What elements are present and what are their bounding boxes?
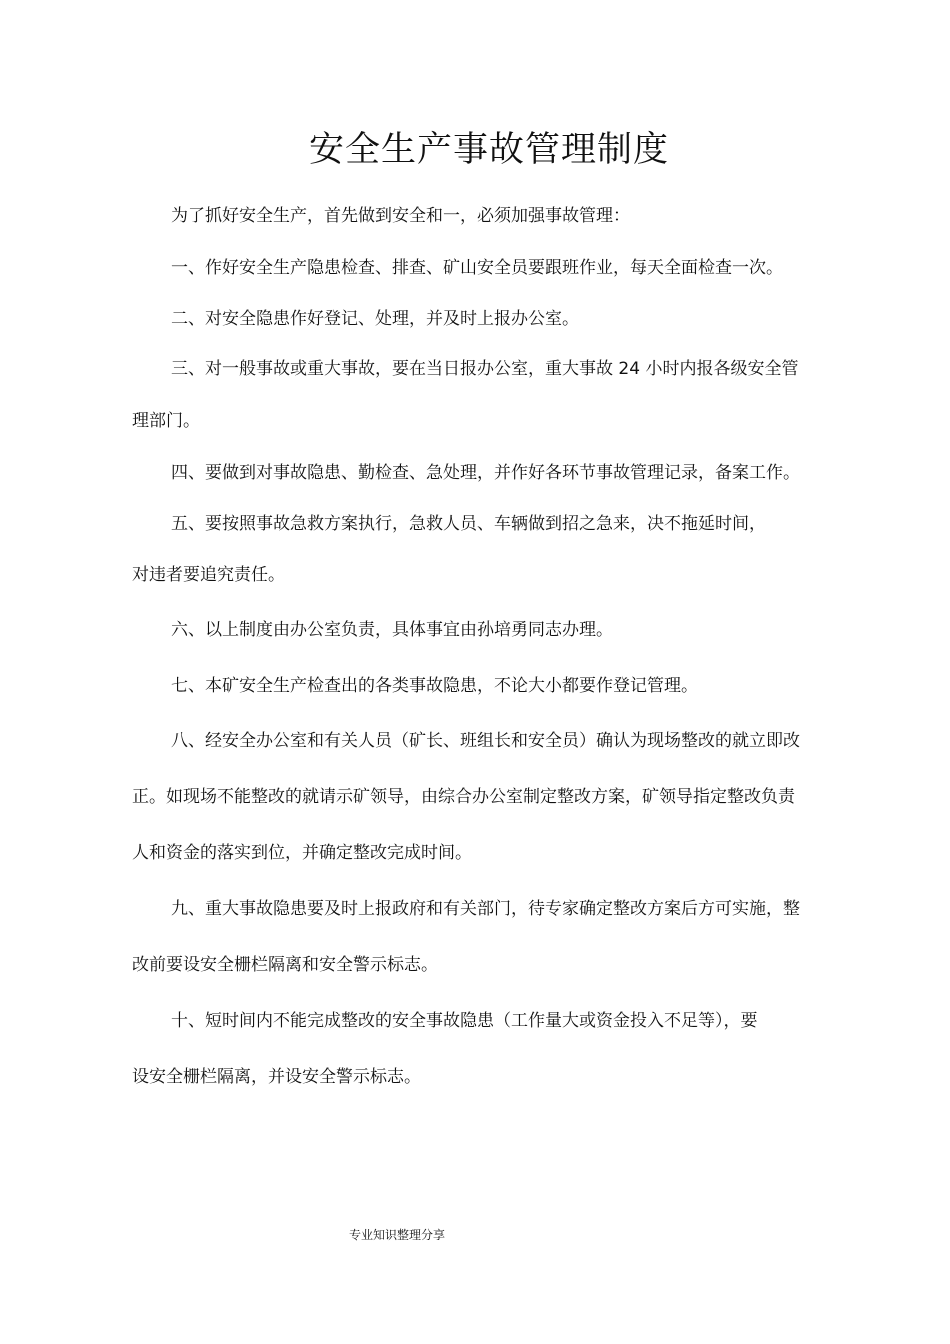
clause-9-line-2: 改前要设安全栅栏隔离和安全警示标志。 xyxy=(132,955,438,975)
clause-2: 二、对安全隐患作好登记、处理，并及时上报办公室。 xyxy=(171,309,579,329)
document-title: 安全生产事故管理制度 xyxy=(308,130,669,170)
intro-paragraph: 为了抓好安全生产，首先做到安全和一，必须加强事故管理： xyxy=(171,206,630,226)
clause-5-line-2: 对违者要追究责任。 xyxy=(132,565,285,585)
clause-10-line-2: 设安全栅栏隔离，并设安全警示标志。 xyxy=(132,1067,421,1087)
clause-5-line-1: 五、要按照事故急救方案执行，急救人员、车辆做到招之急来，决不拖延时间， xyxy=(171,514,766,534)
clause-8-line-2: 正。如现场不能整改的就请示矿领导，由综合办公室制定整改方案，矿领导指定整改负责 xyxy=(132,787,795,807)
clause-8-line-3: 人和资金的落实到位，并确定整改完成时间。 xyxy=(132,843,472,863)
clause-8-line-1: 八、经安全办公室和有关人员（矿长、班组长和安全员）确认为现场整改的就立即改 xyxy=(171,731,800,751)
clause-9-line-1: 九、重大事故隐患要及时上报政府和有关部门，待专家确定整改方案后方可实施，整 xyxy=(171,899,800,919)
clause-4: 四、要做到对事故隐患、勤检查、急处理，并作好各环节事故管理记录，备案工作。 xyxy=(171,463,800,483)
clause-7: 七、本矿安全生产检查出的各类事故隐患，不论大小都要作登记管理。 xyxy=(171,676,698,696)
clause-3-line-1: 三、对一般事故或重大事故，要在当日报办公室，重大事故 24 小时内报各级安全管 xyxy=(171,359,799,379)
footer-note: 专业知识整理分享 xyxy=(349,1228,446,1242)
clause-1: 一、作好安全生产隐患检查、排查、矿山安全员要跟班作业，每天全面检查一次。 xyxy=(171,258,783,278)
clause-3-line-2: 理部门。 xyxy=(132,411,200,431)
clause-10-line-1: 十、短时间内不能完成整改的安全事故隐患（工作量大或资金投入不足等），要 xyxy=(171,1011,758,1031)
clause-6: 六、以上制度由办公室负责，具体事宜由孙培勇同志办理。 xyxy=(171,620,613,640)
